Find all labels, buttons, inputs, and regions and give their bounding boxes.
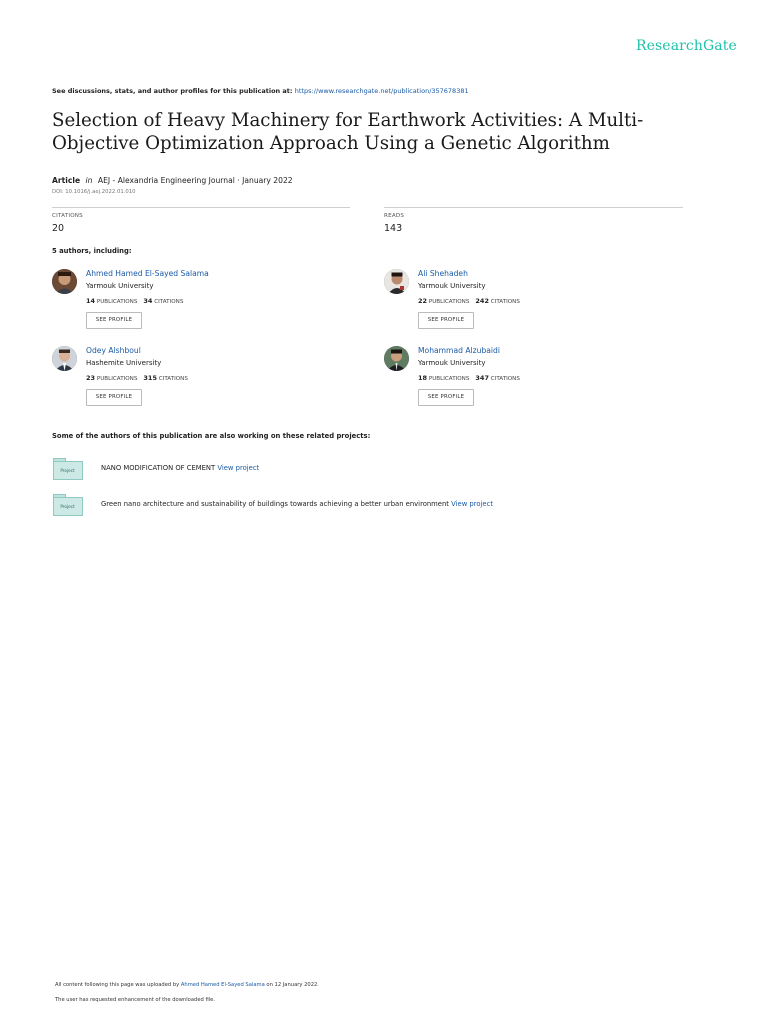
author-institution: Yarmouk University xyxy=(86,282,154,290)
citations-label: CITATIONS xyxy=(158,376,188,382)
project-item xyxy=(52,494,652,518)
publications-label: PUBLICATIONS xyxy=(96,299,138,305)
author-stats xyxy=(86,297,183,305)
publication-type: Article xyxy=(52,176,81,185)
author-name[interactable]: Ahmed Hamed El-Sayed Salama xyxy=(86,269,209,278)
publications-label: PUBLICATIONS xyxy=(428,299,470,305)
citations-count: 315 xyxy=(143,374,157,382)
author-name[interactable]: Ali Shehadeh xyxy=(418,269,468,278)
citations-label: CITATIONS xyxy=(52,213,83,219)
reads-divider xyxy=(384,207,683,208)
citations-divider xyxy=(52,207,350,208)
publications-count: 23 xyxy=(86,374,96,382)
project-folder-icon xyxy=(52,494,82,516)
reads-value: 143 xyxy=(384,223,403,234)
publications-label: PUBLICATIONS xyxy=(428,376,470,382)
author-institution: Yarmouk University xyxy=(418,359,486,367)
citations-count: 347 xyxy=(475,374,489,382)
author-stats xyxy=(418,297,520,305)
publications-count: 18 xyxy=(418,374,428,382)
in-word: in xyxy=(85,176,93,185)
see-profile-button[interactable]: SEE PROFILE xyxy=(418,312,474,329)
publications-count: 14 xyxy=(86,297,96,305)
publication-title: Selection of Heavy Machinery for Earthwork Activities: A Multi-Objective Optimization Approach Using a Genetic Algorithm xyxy=(52,110,644,154)
publications-label: PUBLICATIONS xyxy=(96,376,138,382)
doi-text: DOI: 10.1016/j.aej.2022.01.010 xyxy=(52,189,136,195)
project-title: NANO MODIFICATION OF CEMENT xyxy=(101,464,216,472)
author-name[interactable]: Mohammad Alzubaidi xyxy=(418,346,500,355)
citations-label: CITATIONS xyxy=(490,299,520,305)
journal-info: AEJ - Alexandria Engineering Journal · January 2022 xyxy=(97,176,293,185)
reads-label: READS xyxy=(384,213,405,219)
researchgate-logo[interactable]: ResearchGate xyxy=(636,38,737,54)
author-stats xyxy=(86,374,188,382)
author-card xyxy=(52,346,332,416)
publications-count: 22 xyxy=(418,297,428,305)
citations-value: 20 xyxy=(52,223,65,234)
publication-meta xyxy=(52,176,293,185)
see-profile-button[interactable]: SEE PROFILE xyxy=(86,312,142,329)
see-discussions-text: See discussions, stats, and author profiles for this publication at: xyxy=(52,87,293,95)
author-card xyxy=(52,269,332,339)
citations-count: 242 xyxy=(475,297,489,305)
view-project-link[interactable]: View project xyxy=(217,464,260,472)
citations-count: 34 xyxy=(143,297,153,305)
project-folder-label: Project xyxy=(60,468,75,473)
authors-heading: 5 authors, including: xyxy=(52,247,132,255)
project-text xyxy=(101,500,493,508)
author-institution: Yarmouk University xyxy=(418,282,486,290)
see-profile-button[interactable]: SEE PROFILE xyxy=(86,389,142,406)
project-folder-icon xyxy=(52,458,82,480)
upload-suffix: on 12 January 2022. xyxy=(266,982,319,988)
view-project-link[interactable]: View project xyxy=(451,500,494,508)
author-name[interactable]: Odey Alshboul xyxy=(86,346,141,355)
upload-note xyxy=(55,982,319,988)
related-projects-heading: Some of the authors of this publication are also working on these related projects: xyxy=(52,432,371,440)
project-item xyxy=(52,458,652,482)
citations-label: CITATIONS xyxy=(154,299,184,305)
enhancement-note: The user has requested enhancement of the downloaded file. xyxy=(55,997,216,1003)
author-card xyxy=(384,346,664,416)
avatar[interactable] xyxy=(384,346,409,371)
publication-url-link[interactable]: https://www.researchgate.net/publication/357678381 xyxy=(294,87,469,95)
project-folder-label: Project xyxy=(60,504,75,509)
author-stats xyxy=(418,374,520,382)
citations-label: CITATIONS xyxy=(490,376,520,382)
project-text xyxy=(101,464,259,472)
project-title: Green nano architecture and sustainability of buildings towards achieving a better urban environment xyxy=(101,500,449,508)
avatar[interactable] xyxy=(384,269,409,294)
upload-prefix: All content following this page was uploaded by xyxy=(55,982,180,988)
see-discussions-line xyxy=(52,87,469,95)
uploader-link[interactable]: Ahmed Hamed El-Sayed Salama xyxy=(180,982,265,988)
author-institution: Hashemite University xyxy=(86,359,162,367)
avatar[interactable] xyxy=(52,269,77,294)
author-card xyxy=(384,269,664,339)
see-profile-button[interactable]: SEE PROFILE xyxy=(418,389,474,406)
avatar[interactable] xyxy=(52,346,77,371)
